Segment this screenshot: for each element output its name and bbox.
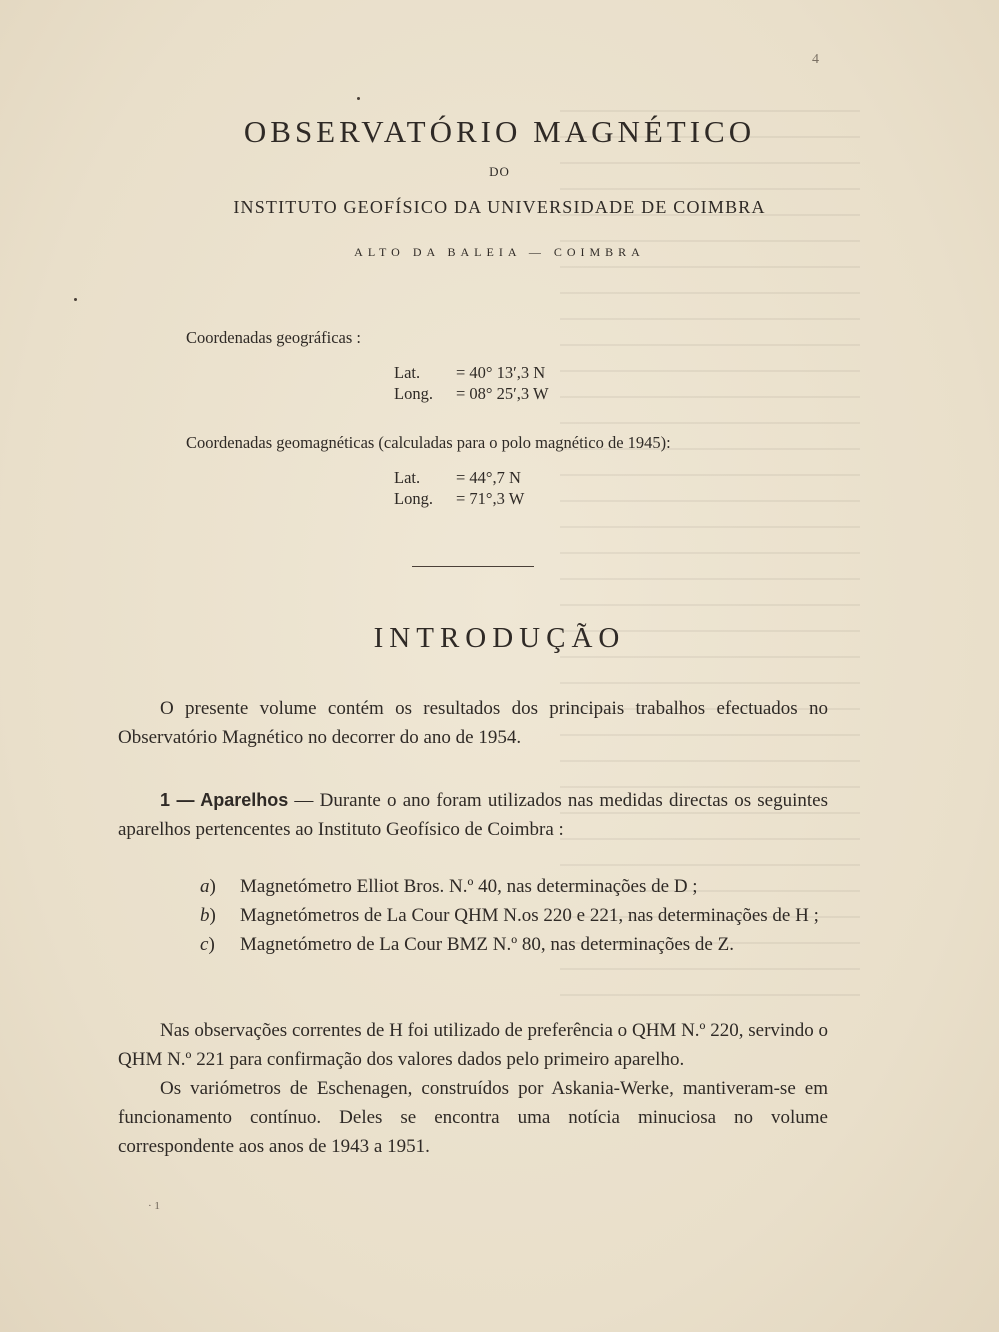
speck — [74, 298, 77, 301]
location-line: ALTO DA BALEIA — COIMBRA — [354, 245, 645, 259]
aparelhos-paragraph — [118, 786, 828, 844]
list-item — [200, 930, 832, 959]
list-marker: a) — [200, 876, 216, 897]
coord-row — [394, 467, 524, 488]
coord-key: Long. — [394, 384, 433, 403]
observations-text: Nas observações correntes de H foi utilizado de preferência o QHM N.º 220, servindo o QHM N.º 221 para confirmação dos valores dados pelo primeiro aparelho. — [118, 1020, 828, 1070]
coord-key: Lat. — [394, 468, 421, 487]
geo-coords-table — [394, 362, 549, 404]
list-item — [200, 872, 832, 901]
coord-value: = 44°,7 N — [456, 468, 521, 487]
title-do: DO — [489, 164, 510, 179]
intro-text: O presente volume contém os resultados dos principais trabalhos efectuados no Observatório Magnético no decorrer do ano de 1954. — [118, 698, 828, 748]
section-divider — [412, 566, 534, 567]
coord-row — [394, 488, 524, 509]
instrument-list — [200, 872, 832, 959]
coord-row — [394, 383, 549, 404]
institute-name: INSTITUTO GEOFÍSICO DA UNIVERSIDADE DE COIMBRA — [233, 197, 766, 217]
marker-letter: c — [200, 934, 209, 955]
speck — [357, 97, 360, 100]
coord-value: = 40° 13′,3 N — [456, 363, 546, 382]
aparelhos-body: — Durante o ano foram utilizados nas medidas directas os seguintes aparelhos pertencentes ao Instituto Geofísico de Coimbra : — [118, 790, 828, 840]
observations-paragraph — [118, 1016, 828, 1161]
list-text: Magnetómetro de La Cour BMZ N.º 80, nas determinações de Z. — [240, 934, 734, 955]
marker-letter: a — [200, 876, 210, 897]
marker-letter: b — [200, 905, 210, 926]
coord-key: Long. — [394, 489, 433, 508]
section-title: INTRODUÇÃO — [373, 622, 626, 654]
coord-row — [394, 362, 549, 383]
list-marker: b) — [200, 905, 216, 926]
coord-value: = 08° 25′,3 W — [456, 384, 549, 403]
list-marker: c) — [200, 934, 215, 955]
mag-coords-table — [394, 467, 524, 509]
variometers-text: Os variómetros de Eschenagen, construídos por Askania-Werke, mantiveram-se em funcionamento contínuo. Deles se encontra uma notícia minuciosa no volume correspondente aos anos de 1943 a 1951. — [118, 1078, 828, 1157]
aparelhos-text — [118, 786, 828, 844]
list-text: Magnetómetro Elliot Bros. N.º 40, nas determinações de D ; — [240, 876, 698, 897]
coord-value: = 71°,3 W — [456, 489, 525, 508]
aparelhos-heading: 1 — Aparelhos — [160, 790, 289, 810]
corner-mark: 4 — [812, 52, 819, 67]
coord-key: Lat. — [394, 363, 421, 382]
footer-mark: · 1 — [148, 1200, 160, 1212]
list-text: Magnetómetros de La Cour QHM N.os 220 e 221, nas determinações de H ; — [240, 905, 819, 926]
geo-coords-label: Coordenadas geográficas : — [186, 328, 362, 347]
mag-coords-label: Coordenadas geomagnéticas (calculadas para o polo magnético de 1945): — [186, 433, 671, 452]
list-item — [200, 901, 832, 930]
page-title: OBSERVATÓRIO MAGNÉTICO — [243, 114, 756, 149]
intro-paragraph — [118, 694, 828, 752]
